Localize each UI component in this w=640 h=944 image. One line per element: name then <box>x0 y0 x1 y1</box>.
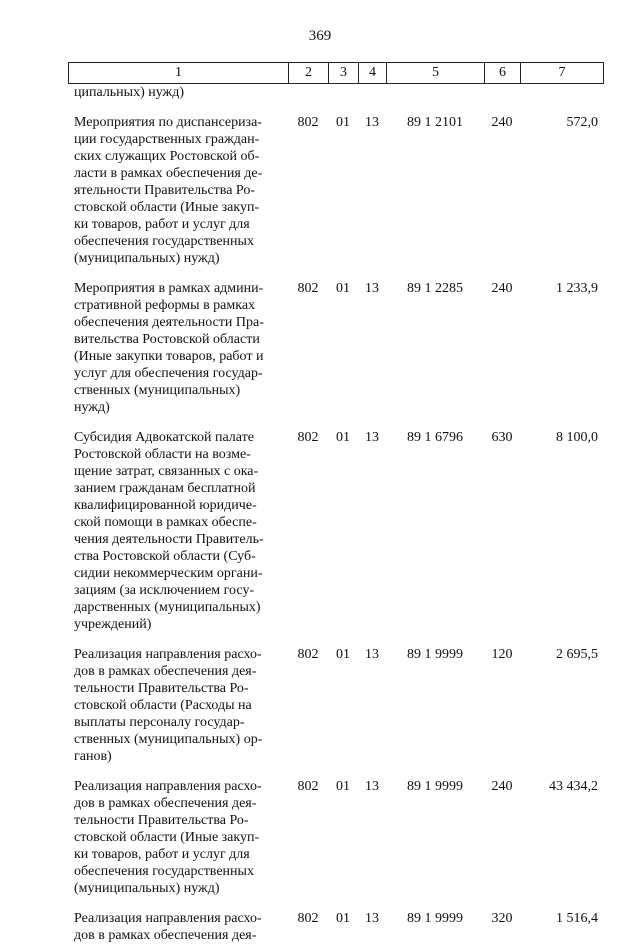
cell-expense-type: 630 <box>491 430 513 445</box>
description-line: стовской области (Иные закуп- <box>74 200 260 215</box>
description-line: ской помощи в рамках обеспе- <box>74 515 257 530</box>
description-line: чения деятельности Правитель- <box>74 532 264 547</box>
description-line: обеспечения государственных <box>74 234 254 249</box>
description-line: обеспечения государственных <box>74 864 254 879</box>
row-description <box>68 910 286 944</box>
cell-target-article: 89 1 2285 <box>407 281 463 296</box>
description-line: зациям (за исключением госу- <box>74 583 255 598</box>
row-description <box>68 646 286 765</box>
table-row <box>68 114 603 267</box>
description-line: дов в рамках обеспечения дея- <box>74 664 257 679</box>
cell-ved: 802 <box>297 281 319 296</box>
row-description <box>68 429 286 633</box>
description-line: учреждений) <box>74 617 152 632</box>
cell-razdel: 01 <box>336 281 350 296</box>
header-col-5: 5 <box>387 63 485 84</box>
row-description <box>68 280 286 416</box>
description-line: Субсидия Адвокатской палате <box>74 430 254 445</box>
cell-amount: 1 516,4 <box>556 911 598 926</box>
table-row <box>68 646 603 765</box>
description-line: дов в рамках обеспечения дея- <box>74 928 257 943</box>
description-line: дарственных (муниципальных) <box>74 600 261 615</box>
description-line: ганов) <box>74 749 112 764</box>
description-line: ции государственных граждан- <box>74 132 260 147</box>
description-line: тельности Правительства Ро- <box>74 813 249 828</box>
header-col-1: 1 <box>69 63 289 84</box>
cell-amount: 8 100,0 <box>556 430 598 445</box>
description-line: Ростовской области на возме- <box>74 447 251 462</box>
cell-ved: 802 <box>297 647 319 662</box>
cell-amount: 43 434,2 <box>549 779 598 794</box>
cell-target-article: 89 1 2101 <box>407 115 463 130</box>
description-line: ки товаров, работ и услуг для <box>74 847 250 862</box>
cell-podrazdel: 13 <box>365 911 379 926</box>
description-line: стративной реформы в рамках <box>74 298 256 313</box>
description-line: тельности Правительства Ро- <box>74 681 249 696</box>
description-line: выплаты персоналу государ- <box>74 715 245 730</box>
header-col-4: 4 <box>359 63 387 84</box>
cell-ved: 802 <box>297 911 319 926</box>
description-line: услуг для обеспечения государ- <box>74 366 263 381</box>
description-line: обеспечения деятельности Пра- <box>74 315 264 330</box>
header-col-6: 6 <box>485 63 521 84</box>
table-row <box>68 910 603 944</box>
cell-amount: 2 695,5 <box>556 647 598 662</box>
description-line: стовской области (Иные закуп- <box>74 830 260 845</box>
cell-target-article: 89 1 9999 <box>407 779 463 794</box>
description-line: нужд) <box>74 400 110 415</box>
table-body <box>68 84 603 944</box>
description-line: ки товаров, работ и услуг для <box>74 217 250 232</box>
cell-amount: 1 233,9 <box>556 281 598 296</box>
description-line: (муниципальных) нужд) <box>74 881 220 896</box>
cell-podrazdel: 13 <box>365 647 379 662</box>
header-col-3: 3 <box>329 63 359 84</box>
cell-podrazdel: 13 <box>365 115 379 130</box>
cell-razdel: 01 <box>336 115 350 130</box>
page-number: 369 <box>308 28 332 44</box>
cell-target-article: 89 1 9999 <box>407 647 463 662</box>
description-line: Мероприятия по диспансеризa- <box>74 115 262 130</box>
table-row <box>68 778 603 897</box>
description-line: Реализация направления расхо- <box>74 911 262 926</box>
description-line: щение затрат, связанных с ока- <box>74 464 259 479</box>
description-line: дов в рамках обеспечения дея- <box>74 796 257 811</box>
description-line: ства Ростовской области (Суб- <box>74 549 256 564</box>
description-line: стовской области (Расходы на <box>74 698 252 713</box>
cell-ved: 802 <box>297 430 319 445</box>
description-line: (Иные закупки товаров, работ и <box>74 349 264 364</box>
table-header <box>68 62 604 84</box>
cell-podrazdel: 13 <box>365 281 379 296</box>
description-line: ственных (муниципальных) <box>74 383 241 398</box>
cell-ved: 802 <box>297 779 319 794</box>
description-line: Реализация направления расхо- <box>74 647 262 662</box>
header-col-7: 7 <box>521 63 604 84</box>
description-line: ласти в рамках обеспечения де- <box>74 166 263 181</box>
row-description <box>68 778 286 897</box>
cell-razdel: 01 <box>336 911 350 926</box>
table-row <box>68 429 603 633</box>
row-description <box>68 114 286 267</box>
header-col-2: 2 <box>289 63 329 84</box>
description-line: квалифицированной юридиче- <box>74 498 257 513</box>
cell-razdel: 01 <box>336 647 350 662</box>
description-line: Реализация направления расхо- <box>74 779 262 794</box>
cell-amount: 572,0 <box>566 115 598 130</box>
continuation-text: ципальных) нужд) <box>74 85 185 100</box>
cell-expense-type: 240 <box>491 115 513 130</box>
cell-target-article: 89 1 9999 <box>407 911 463 926</box>
cell-expense-type: 240 <box>491 281 513 296</box>
cell-ved: 802 <box>297 115 319 130</box>
description-line: сидии некоммерческим органи- <box>74 566 263 581</box>
description-line: ственных (муниципальных) ор- <box>74 732 263 747</box>
cell-razdel: 01 <box>336 779 350 794</box>
description-line: (муниципальных) нужд) <box>74 251 220 266</box>
cell-expense-type: 240 <box>491 779 513 794</box>
description-line: ятельности Правительства Ро- <box>74 183 256 198</box>
description-line: вительства Ростовской области <box>74 332 260 347</box>
cell-razdel: 01 <box>336 430 350 445</box>
cell-expense-type: 320 <box>491 911 513 926</box>
cell-expense-type: 120 <box>491 647 513 662</box>
table-row <box>68 280 603 416</box>
cell-target-article: 89 1 6796 <box>407 430 463 445</box>
cell-podrazdel: 13 <box>365 779 379 794</box>
description-line: занием гражданам бесплатной <box>74 481 256 496</box>
description-line: ских служащих Ростовской об- <box>74 149 260 164</box>
description-line: Мероприятия в рамках админи- <box>74 281 264 296</box>
rows-container <box>68 114 603 944</box>
cell-podrazdel: 13 <box>365 430 379 445</box>
